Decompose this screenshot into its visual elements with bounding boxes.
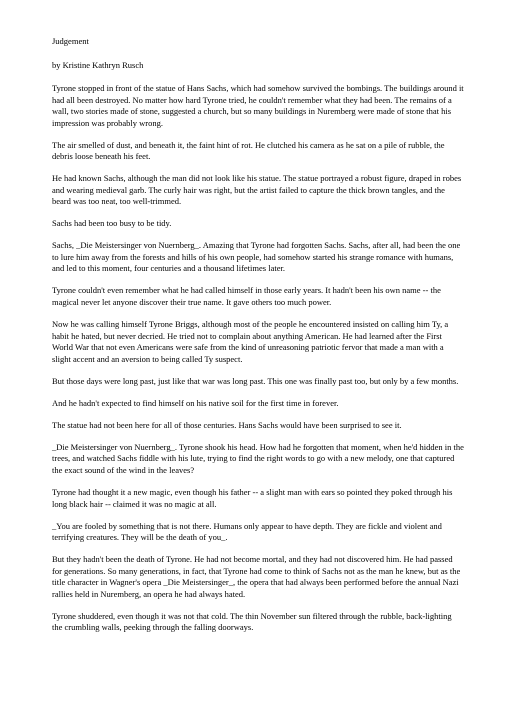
document-byline: by Kristine Kathryn Rusch: [52, 59, 144, 70]
paragraph: He had known Sachs, although the man did not look like his statue. The statue portrayed a robust figure, draped in robes and wearing medieval garb. The curly hair was right, but the artist failed to capture the thick brown tangles, and the beard was too neat, too well-trimmed.: [52, 173, 462, 207]
paragraph: Tyrone stopped in front of the statue of Hans Sachs, which had somehow survived the bombings. The buildings around it had all been destroyed. No matter how hard Tyrone tried, he couldn't remember what they had been. The remains of a wall, two stories made of stone, suggested a church, but so many buildings in Nuremberg were made of stone that his impression was probably wrong.: [52, 83, 464, 128]
paragraph: And he hadn't expected to find himself on his native soil for the first time in forever.: [52, 397, 339, 408]
paragraph: _You are fooled by something that is not there. Humans only appear to have depth. They are fickle and violent and terrifying creatures. They will be the death of you_.: [52, 520, 442, 543]
document-page: [52, 36, 464, 644]
paragraph: Tyrone shuddered, even though it was not that cold. The thin November sun filtered through the rubble, back-lighting the crumbling walls, peeking through the falling doorways.: [52, 610, 452, 633]
paragraph: Tyrone had thought it a new magic, even though his father -- a slight man with ears so pointed they poked through his long black hair -- claimed it was no magic at all.: [52, 487, 453, 509]
paragraph: Sachs, _Die Meistersinger von Nuernberg_. Amazing that Tyrone had forgotten Sachs. Sachs, after all, had been the one to lure him away from the forests and hills of his own people, had somehow started his strange romance with humans, and led to this moment, four centuries and a thousand lifetimes later.: [52, 240, 461, 274]
paragraph: Now he was calling himself Tyrone Briggs, although most of the people he encountered insisted on calling him Ty, a habit he hated, but never decried. He tried not to complain about anything American. He had learned after the First World War that not even Americans were safe from the kind of unreasoning patriotic fervor that made a man with a slight accent and an aversion to being called Ty suspect.: [52, 319, 449, 364]
paragraph: But they hadn't been the death of Tyrone. He had not become mortal, and they had not discovered him. He had passed for generations. So many generations, in fact, that Tyrone had come to think of Sachs not as the man he knew, but as the title character in Wagner's opera _Die Meistersinger_, the opera that had always been performed before the annual Nazi rallies held in Nuremberg, an opera he had always hated.: [52, 554, 461, 599]
document-title: Judgement: [52, 36, 89, 46]
paragraph: Tyrone couldn't even remember what he had called himself in those early years. It hadn't been his own name -- the magical never let anyone discover their true name. It gave others too much power.: [52, 285, 441, 307]
paragraph: _Die Meistersinger von Nuernberg_. Tyrone shook his head. How had he forgotten that moment, when he'd hidden in the trees, and watched Sachs fiddle with his lute, trying to find the right words to go with a new melody, one that captured the exact sound of the wind in the leaves?: [52, 441, 464, 475]
paragraph: But those days were long past, just like that war was long past. This one was finally past too, but only by a few months.: [52, 375, 459, 386]
paragraph: The air smelled of dust, and beneath it, the faint hint of rot. He clutched his camera as he sat on a pile of rubble, the debris loose beneath his feet.: [52, 139, 445, 162]
paragraph: The statue had not been here for all of those centuries. Hans Sachs would have been surprised to see it.: [52, 419, 402, 430]
paragraph: Sachs had been too busy to be tidy.: [52, 218, 172, 229]
